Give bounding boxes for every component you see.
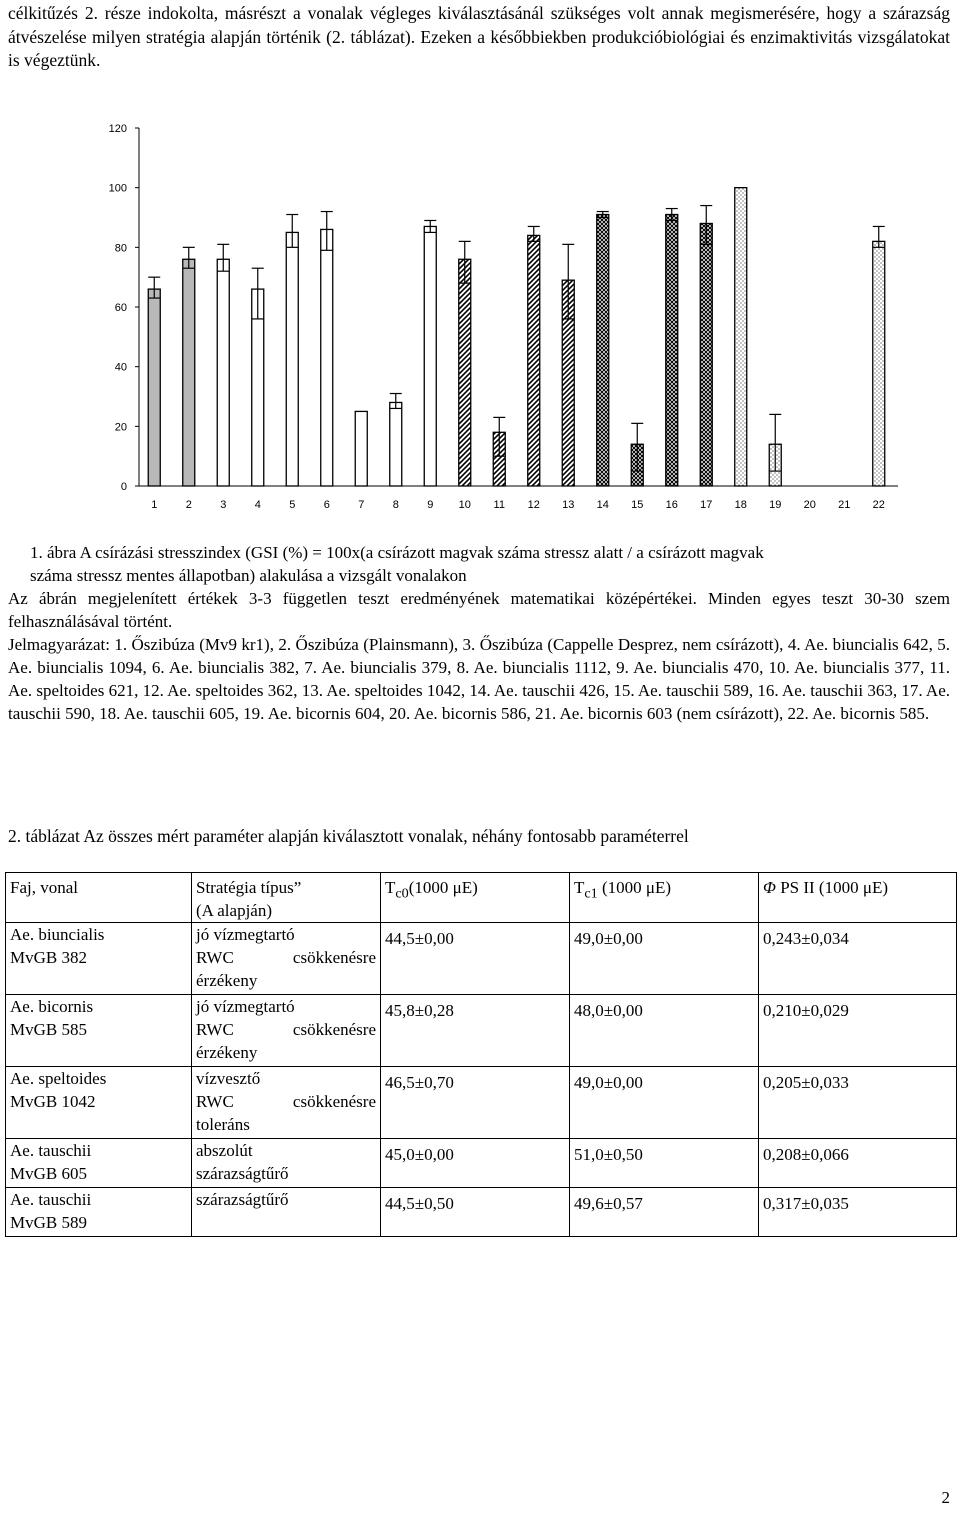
cell-phi: 0,205±0,033 (759, 1067, 957, 1139)
cell-strategy (192, 1067, 381, 1139)
cell-phi: 0,208±0,066 (759, 1139, 957, 1188)
header-phi-unit: PS II (1000 μE) (775, 878, 889, 897)
x-tick-label: 7 (358, 499, 365, 511)
figure-note: Az ábrán megjelenített értékek 3-3 független teszt eredményének matematikai középértékei. Minden egyes teszt 30-30 szem felhasználásával történt. (8, 589, 950, 631)
header-phi-ps2 (759, 873, 957, 923)
figure-title-line1: 1. ábra A csírázási stresszindex (GSI (%) = 100x(a csírázott magvak száma stressz alatt / a csírázott magvak (30, 543, 764, 562)
x-tick-label: 19 (769, 499, 782, 511)
strategy-line: RWC csökkenésre (196, 1092, 376, 1111)
bar (873, 241, 885, 486)
header-tc0-main: T (385, 878, 396, 897)
intro-paragraph: célkitűzés 2. része indokolta, másrészt a vonalak végleges kiválasztásánál szükséges volt annak megismerésére, hogy a szárazság átvészelése milyen stratégia alapján történik (2. táblázat). Ezeken a későbbiekben produkcióbiológiai és enzimaktivitás vizsgálatokat is végeztünk. (8, 3, 950, 70)
strategy-line: érzékeny (196, 1043, 258, 1062)
strategy-line: toleráns (196, 1115, 250, 1134)
figure-title-line2: száma stressz mentes állapotban) alakulása a vizsgált vonalakon (30, 566, 467, 585)
parameters-table (5, 872, 957, 1237)
chart-bars (148, 188, 885, 486)
x-tick-label: 4 (254, 499, 261, 511)
header-tc1-unit: (1000 μE) (597, 878, 672, 897)
x-tick-label: 11 (493, 499, 505, 511)
cell-tc0: 45,0±0,00 (381, 1139, 570, 1188)
cell-species (6, 1139, 192, 1188)
x-tick-label: 3 (220, 499, 227, 511)
cell-tc0: 44,5±0,50 (381, 1188, 570, 1237)
y-tick-label: 20 (114, 421, 127, 434)
cell-species (6, 1188, 192, 1237)
x-tick-label: 21 (838, 499, 851, 511)
table-row (6, 1139, 957, 1188)
cell-species (6, 995, 192, 1067)
header-tc0-unit: (1000 μE) (408, 878, 478, 897)
cell-tc1: 51,0±0,50 (570, 1139, 759, 1188)
y-tick-label: 80 (114, 242, 127, 255)
x-tick-label: 5 (289, 499, 296, 511)
strategy-line: vízvesztő (196, 1069, 261, 1088)
header-phi-symbol: Φ (763, 878, 776, 897)
y-tick-label: 60 (114, 302, 127, 314)
x-tick-label: 9 (427, 499, 434, 511)
line-id: MvGB 382 (10, 948, 87, 967)
x-tick-label: 12 (527, 499, 540, 511)
figure-legend: Jelmagyarázat: 1. Őszibúza (Mv9 kr1), 2. Őszibúza (Plainsmann), 3. Őszibúza (Cappelle Desprez, nem csírázott), 4. Ae. biuncialis 642, 5. Ae. biuncialis 1094, 6. Ae. biuncialis 382, 7. Ae. biuncialis 379, 8. Ae. biuncialis 1112, 9. Ae. biuncialis 470, 10. Ae. biuncialis 377, 11. Ae. speltoides 621, 12. Ae. speltoides 362, 13. Ae. speltoides 1042, 14. Ae. tauschii 426, 15. Ae. tauschii 589, 16. Ae. tauschii 363, 17. Ae. tauschii 590, 18. Ae. tauschii 605, 19. Ae. bicornis 604, 20. Ae. bicornis 586, 21. Ae. bicornis 603 (nem csírázott), 22. Ae. bicornis 585. (8, 635, 950, 723)
species-name: Ae. speltoides (10, 1069, 107, 1088)
x-tick-label: 16 (665, 499, 678, 511)
strategy-line: jó vízmegtartó (196, 997, 295, 1016)
cell-strategy (192, 995, 381, 1067)
cell-strategy (192, 1188, 381, 1237)
y-tick-label: 120 (108, 123, 127, 135)
line-id: MvGB 605 (10, 1164, 87, 1183)
table-header-row (6, 873, 957, 923)
x-tick-label: 17 (700, 499, 713, 511)
bar (597, 215, 609, 486)
strategy-line: szárazságtűrő (196, 1164, 289, 1183)
x-tick-label: 1 (151, 499, 158, 511)
table-title: 2. táblázat Az összes mért paraméter alapján kiválasztott vonalak, néhány fontosabb paraméterrel (8, 826, 689, 846)
x-tick-label: 14 (596, 499, 609, 511)
x-tick-label: 13 (562, 499, 575, 511)
bar (390, 402, 402, 486)
gsi-bar-chart (0, 118, 960, 518)
cell-strategy (192, 1139, 381, 1188)
cell-species (6, 1067, 192, 1139)
strategy-line: RWC csökkenésre (196, 948, 376, 967)
strategy-line: abszolút (196, 1141, 253, 1160)
header-tc0 (381, 873, 570, 923)
species-name: Ae. biuncialis (10, 925, 105, 944)
header-tc1 (570, 873, 759, 923)
cell-tc1: 48,0±0,00 (570, 995, 759, 1067)
bar (217, 259, 229, 486)
x-tick-label: 18 (734, 499, 747, 511)
cell-tc0: 44,5±0,00 (381, 923, 570, 995)
page-number: 2 (941, 1488, 950, 1507)
species-name: Ae. tauschii (10, 1141, 92, 1160)
header-strategy (192, 873, 381, 923)
figure-title (8, 541, 950, 587)
y-tick-label: 100 (108, 182, 127, 195)
species-name: Ae. tauschii (10, 1190, 92, 1209)
strategy-line: érzékeny (196, 971, 258, 990)
line-id: MvGB 589 (10, 1213, 87, 1232)
cell-tc1: 49,0±0,00 (570, 923, 759, 995)
x-tick-label: 20 (803, 499, 816, 511)
cell-tc0: 46,5±0,70 (381, 1067, 570, 1139)
bar (355, 411, 367, 486)
bar (700, 223, 712, 486)
bar (148, 289, 160, 486)
header-species-label: Faj, vonal (10, 878, 78, 897)
cell-tc1: 49,6±0,57 (570, 1188, 759, 1237)
header-species (6, 873, 192, 923)
cell-phi: 0,317±0,035 (759, 1188, 957, 1237)
x-tick-label: 6 (323, 499, 330, 511)
bar (666, 215, 678, 486)
cell-species (6, 923, 192, 995)
bar (286, 232, 298, 486)
table-row (6, 1067, 957, 1139)
header-strategy-line1: Stratégia típus” (196, 878, 302, 897)
header-tc0-sub: c0 (395, 885, 409, 902)
cell-phi: 0,210±0,029 (759, 995, 957, 1067)
cell-tc0: 45,8±0,28 (381, 995, 570, 1067)
species-name: Ae. bicornis (10, 997, 94, 1016)
y-tick-label: 0 (120, 481, 127, 493)
bar (735, 188, 747, 486)
table-row (6, 923, 957, 995)
y-tick-label: 40 (114, 361, 127, 374)
figure-caption (8, 541, 950, 725)
bar (459, 259, 471, 486)
bar (183, 259, 195, 486)
x-tick-label: 22 (872, 499, 885, 511)
cell-tc1: 49,0±0,00 (570, 1067, 759, 1139)
table-row (6, 995, 957, 1067)
x-tick-label: 15 (631, 499, 644, 511)
strategy-line: jó vízmegtartó (196, 925, 295, 944)
bar (321, 229, 333, 486)
x-tick-label: 10 (458, 499, 471, 511)
x-tick-label: 2 (185, 499, 192, 511)
header-tc1-main: T (574, 878, 585, 897)
table-row (6, 1188, 957, 1237)
strategy-line: RWC csökkenésre (196, 1020, 376, 1039)
line-id: MvGB 585 (10, 1020, 87, 1039)
bar (528, 235, 540, 486)
strategy-line: szárazságtűrő (196, 1190, 289, 1209)
header-tc1-sub: c1 (584, 885, 598, 902)
header-strategy-line2: (A alapján) (196, 901, 272, 920)
cell-strategy (192, 923, 381, 995)
cell-phi: 0,243±0,034 (759, 923, 957, 995)
line-id: MvGB 1042 (10, 1092, 96, 1111)
bar (424, 226, 436, 486)
x-tick-label: 8 (392, 499, 399, 511)
